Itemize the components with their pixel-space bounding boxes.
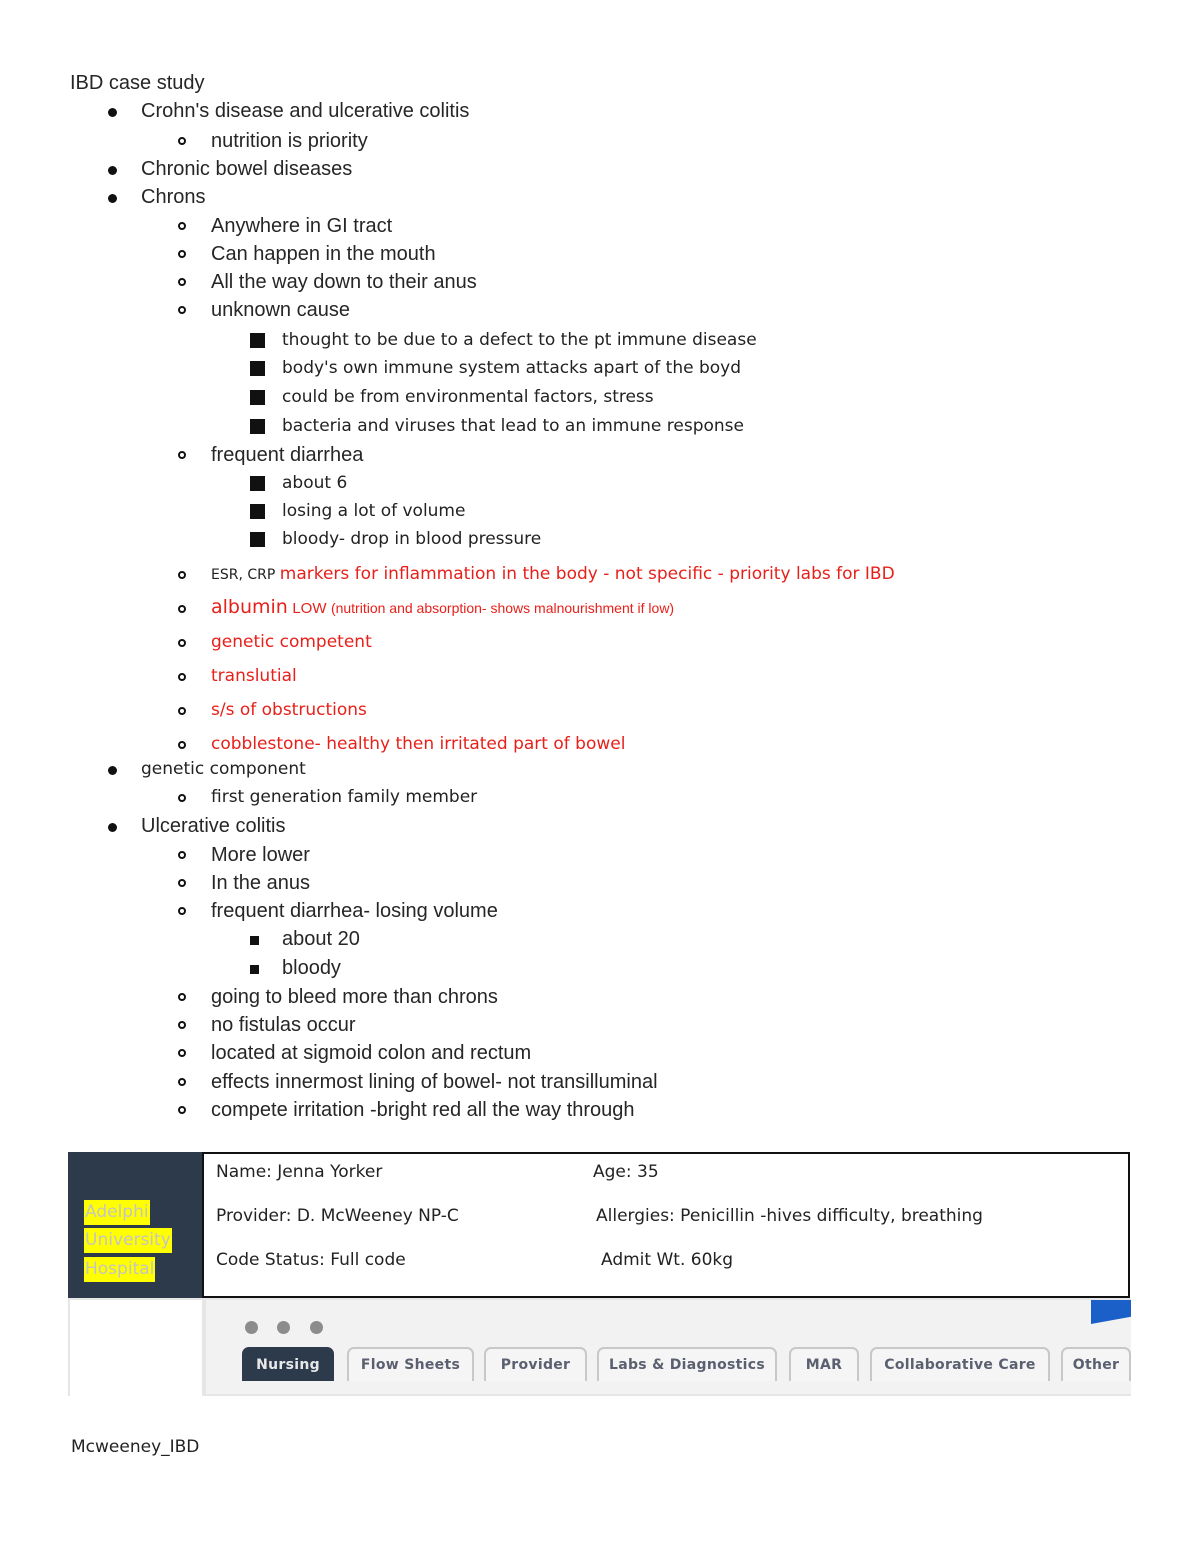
bullet-circle-icon [178,1078,186,1086]
list-item: about 6 [282,473,348,493]
bullet-circle-icon [178,1021,186,1029]
bullet-square-icon [250,532,265,547]
ehr-header [68,1152,1131,1398]
list-item: Chrons [141,186,206,208]
list-item: In the anus [211,872,310,894]
bullet-circle-icon [178,1106,186,1114]
bullet-circle-icon [178,907,186,915]
list-item: located at sigmoid colon and rectum [211,1042,532,1064]
bullet-circle-icon [178,879,186,887]
list-item: Chronic bowel diseases [141,158,353,180]
bullet-disc-icon [108,166,117,175]
bullet-circle-icon [178,250,186,258]
doc-title: IBD case study [70,72,205,94]
bullet-square-icon [250,965,259,974]
hospital-name-line3: Hospital [84,1257,155,1282]
code-status: Code Status: Full code [216,1250,406,1270]
list-item: nutrition is priority [211,130,368,152]
list-item: could be from environmental factors, stress [282,387,654,407]
list-item: All the way down to their anus [211,271,477,293]
bullet-circle-icon [178,137,186,145]
bullet-circle-icon [178,741,186,749]
tab-mar[interactable]: MAR [789,1347,859,1381]
window-dot-icon [310,1321,323,1334]
bullet-square-icon [250,333,265,348]
list-item: thought to be due to a defect to the pt immune disease [282,330,757,350]
tab-labs-diagnostics[interactable]: Labs & Diagnostics [597,1347,777,1381]
bullet-circle-icon [178,707,186,715]
list-item: s/s of obstructions [211,700,367,720]
page-footer: Mcweeney_IBD [71,1437,200,1457]
tab-other[interactable]: Other [1061,1347,1131,1381]
list-item: bloody [282,957,341,979]
list-item: Can happen in the mouth [211,243,436,265]
bullet-disc-icon [108,823,117,832]
list-item: first generation family member [211,787,478,807]
bullet-square-icon [250,476,265,491]
list-item [211,598,674,617]
bullet-circle-icon [178,1049,186,1057]
hospital-name-line1: Adelphi [84,1200,150,1225]
hospital-logo-box [68,1152,204,1298]
list-item: compete irritation -bright red all the way through [211,1099,635,1121]
bullet-disc-icon [108,108,117,117]
allergies: Allergies: Penicillin -hives difficulty, breathing [596,1206,983,1226]
list-item: going to bleed more than chrons [211,986,498,1008]
window-dot-icon [277,1321,290,1334]
list-item: bacteria and viruses that lead to an immune response [282,416,744,436]
tab-bar [206,1300,1131,1394]
patient-age: Age: 35 [593,1162,659,1182]
albumin-low: LOW [292,600,327,617]
bullet-square-icon [250,419,265,434]
albumin-note: (nutrition and absorption- shows malnourishment if low) [330,600,675,616]
bullet-circle-icon [178,851,186,859]
window-dot-icon [245,1321,258,1334]
lab-note: markers for inflammation in the body - not specific - priority labs for IBD [279,564,895,584]
provider: Provider: D. McWeeney NP-C [216,1206,459,1226]
admit-weight: Admit Wt. 60kg [601,1250,734,1270]
list-item: no fistulas occur [211,1014,356,1036]
list-item: More lower [211,844,310,866]
list-item: effects innermost lining of bowel- not transilluminal [211,1071,658,1093]
bullet-disc-icon [108,194,117,203]
list-item: about 20 [282,928,360,950]
list-item: genetic competent [211,632,372,652]
lab-names: ESR, CRP [211,567,276,583]
list-item: unknown cause [211,299,350,321]
bullet-circle-icon [178,306,186,314]
patient-name: Name: Jenna Yorker [216,1162,383,1182]
tab-flow-sheets[interactable]: Flow Sheets [347,1347,474,1381]
bullet-circle-icon [178,222,186,230]
list-item [211,566,895,583]
tab-collaborative-care[interactable]: Collaborative Care [870,1347,1050,1381]
albumin-label: albumin [211,596,288,618]
patient-info-box [202,1152,1130,1298]
list-item: Anywhere in GI tract [211,215,393,237]
list-item: bloody- drop in blood pressure [282,529,542,549]
bullet-square-icon [250,390,265,405]
list-item: losing a lot of volume [282,501,466,521]
list-item: frequent diarrhea- losing volume [211,900,498,922]
bullet-circle-icon [178,993,186,1001]
list-item: Crohn's disease and ulcerative colitis [141,100,470,122]
list-item: frequent diarrhea [211,444,364,466]
tab-provider[interactable]: Provider [484,1347,587,1381]
bullet-disc-icon [108,766,117,775]
bullet-circle-icon [178,673,186,681]
list-item: genetic component [141,759,306,779]
list-item: Ulcerative colitis [141,815,286,837]
bullet-square-icon [250,936,259,945]
ehr-nav-area [68,1298,1131,1396]
flag-icon [1091,1300,1131,1324]
bullet-circle-icon [178,794,186,802]
bullet-circle-icon [178,571,186,579]
bullet-circle-icon [178,278,186,286]
tab-nursing[interactable]: Nursing [242,1347,334,1381]
list-item: body's own immune system attacks apart of the boyd [282,358,742,378]
bullet-square-icon [250,361,265,376]
bullet-square-icon [250,504,265,519]
blank-panel [70,1300,202,1396]
bullet-circle-icon [178,605,186,613]
bullet-circle-icon [178,451,186,459]
list-item: cobblestone- healthy then irritated part of bowel [211,734,626,754]
list-item: translutial [211,666,297,686]
hospital-name-line2: University [84,1228,172,1253]
bullet-circle-icon [178,639,186,647]
